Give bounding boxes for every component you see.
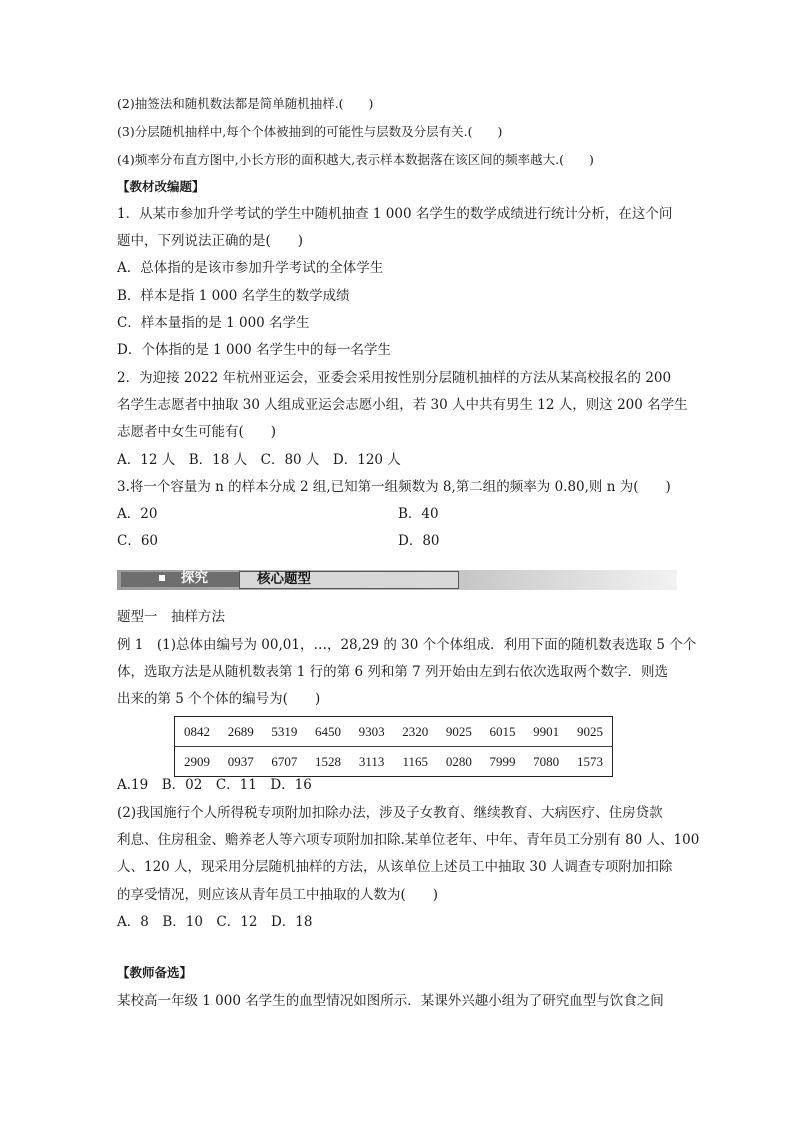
q1-option-d: D．个体指的是 1 000 名学生中的每一名学生 [117, 342, 392, 358]
judgment-4: (4)频率分布直方图中,小长方形的面积越大,表示样本数据落在该区间的频率越大.( ) [117, 152, 594, 167]
table-cell: 2689 [219, 717, 263, 747]
table-cell: 6015 [481, 717, 525, 747]
part2-line-4: 的享受情况，则应该从青年员工中抽取的人数为( ) [117, 887, 439, 903]
q2-line-3: 志愿者中女生可能有( ) [117, 424, 277, 440]
table-cell: 6707 [271, 753, 298, 769]
part2-line-1: (2)我国施行个人所得税专项附加扣除办法，涉及子女教育、继续教育、大病医疗、住房贷款 [117, 805, 663, 821]
table-cell: 9025 [568, 717, 613, 747]
part2-line-3: 人、120 人，现采用分层随机抽样的方法，从该单位上述员工中抽取 30 人调查专项附加扣除 [117, 859, 673, 875]
judgment-3: (3)分层随机抽样中,每个个体被抽到的可能性与层数及分层有关.( ) [117, 124, 503, 139]
table-cell: 1165 [402, 753, 429, 769]
table-cell: 2320 [393, 717, 437, 747]
table-cell: 6450 [306, 717, 350, 747]
table-row [175, 747, 613, 777]
table-cell: 1528 [315, 753, 342, 769]
q3-option-d: D．80 [398, 533, 440, 549]
teacher-section-tag: 【教师备选】 [117, 965, 193, 980]
banner-label-explore: 探究 [181, 570, 208, 586]
table-cell: 0937 [227, 753, 254, 769]
table-cell: 9901 [524, 717, 568, 747]
table-cell: 9303 [350, 717, 394, 747]
q1-line-2: 题中，下列说法正确的是( ) [117, 233, 304, 249]
type1-title: 题型一 抽样方法 [117, 609, 225, 625]
q1-option-b: B．样本是指 1 000 名学生的数学成绩 [117, 288, 350, 304]
q2-options: A．12 人 B．18 人 C．80 人 D．120 人 [117, 452, 401, 468]
table-cell: 2909 [183, 753, 210, 769]
table-cell: 3113 [358, 753, 385, 769]
random-number-table [174, 716, 613, 777]
table-cell: 7999 [489, 753, 516, 769]
q1-option-a: A．总体指的是该市参加升学考试的全体学生 [117, 260, 384, 276]
q1-line-1: 1．从某市参加升学考试的学生中随机抽查 1 000 名学生的数学成绩进行统计分析，在这个问 [117, 206, 673, 222]
q3-option-c: C．60 [117, 533, 159, 549]
example1-line-3: 出来的第 5 个个体的编号为( ) [117, 691, 321, 707]
table-cell: 9025 [437, 717, 481, 747]
example1-options: A.19 B．02 C．11 D．16 [117, 777, 312, 793]
table-cell: 1573 [576, 753, 603, 769]
part2-options: A．8 B．10 C．12 D．18 [117, 914, 313, 930]
textbook-section-tag: 【教材改编题】 [117, 179, 205, 194]
q3-line: 3.将一个容量为 n 的样本分成 2 组,已知第一组频数为 8,第二组的频率为 0.80,则 n 为( ) [117, 479, 671, 495]
table-cell: 5319 [263, 717, 307, 747]
table-row [175, 717, 613, 747]
example1-line-2: 体，选取方法是从随机数表第 1 行的第 6 列和第 7 列开始由左到右依次选取两个数字．则选 [117, 664, 669, 680]
q2-line-1: 2．为迎接 2022 年杭州亚运会，亚委会采用按性别分层随机抽样的方法从某高校报名的 200 [117, 370, 672, 386]
teacher-section-line: 某校高一年级 1 000 名学生的血型情况如图所示．某课外兴趣小组为了研究血型与饮食之间 [117, 993, 664, 1009]
bullet-square-icon [159, 575, 165, 581]
table-cell: 0842 [175, 717, 219, 747]
q2-line-2: 名学生志愿者中抽取 30 人组成亚运会志愿小组，若 30 人中共有男生 12 人，则这 200 名学生 [117, 397, 688, 413]
q3-option-b: B．40 [398, 506, 439, 522]
section-banner [117, 570, 677, 590]
table-cell: 0280 [445, 753, 472, 769]
judgment-2: (2)抽签法和随机数法都是简单随机抽样.( ) [117, 96, 374, 111]
part2-line-2: 利息、住房租金、赡养老人等六项专项附加扣除.某单位老年、中年、青年员工分别有 80 人、100 [117, 832, 700, 848]
banner-label-core: 核心题型 [257, 571, 311, 587]
q3-option-a: A．20 [117, 506, 158, 522]
example1-line-1: 例 1 (1)总体由编号为 00,01，…，28,29 的 30 个个体组成．利用下面的随机数表选取 5 个个 [117, 637, 697, 653]
q1-option-c: C．样本量指的是 1 000 名学生 [117, 315, 310, 331]
table-cell: 7080 [533, 753, 560, 769]
